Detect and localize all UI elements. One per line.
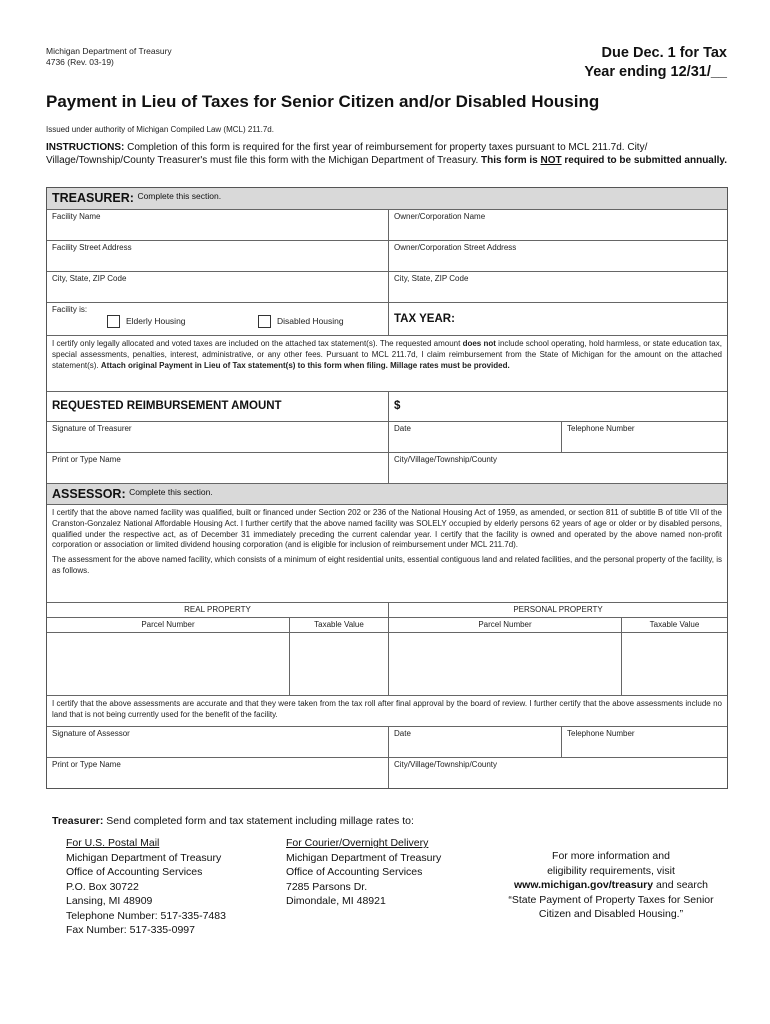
form-body <box>46 187 728 789</box>
form-title: Payment in Lieu of Taxes for Senior Citizen and/or Disabled Housing <box>46 92 600 111</box>
assessor-cert-1: I certify that the above named facility was qualified, built or financed under Section 202 or 236 of the National Housing Act of 1959, as amended, or section 811 of subtitle B of title VII of the Cranston-Gonzalez National Affordable Housing Act. I further certify that the above named facility was SOLELY occupied by elderly persons 62 years of age or older or by disabled persons, qualified under the respective act, as of December 31 immediately preceding the current calendar year. I certify that the facility is owned and operated by the above named non-profit corporation or association or limited dividend housing corporation (and is eligible for inclusion of reimbursement under MCL 211.7d). <box>52 508 722 550</box>
requested-reimbursement-label: REQUESTED REIMBURSEMENT AMOUNT <box>52 400 282 412</box>
assessor-assessment-certification: I certify that the above assessments are accurate and that they were taken from the tax roll after final approval by the board of review. I further certify that the above assessments include no land that is not being currently used for the benefit of the facility. <box>52 699 722 719</box>
requested-reimbursement <box>47 392 388 421</box>
mailing-instructions <box>52 815 732 827</box>
dollar-sign: $ <box>394 400 401 412</box>
postal-line: Office of Accounting Services <box>66 866 203 878</box>
assessor-cvtc-field[interactable] <box>388 758 727 788</box>
postal-telephone: Telephone Number: 517-335-7483 <box>66 909 226 922</box>
treasurer-heading: TREASURER: <box>52 191 134 205</box>
assessor-print-name-label: Print or Type Name <box>52 760 121 769</box>
instructions-bold-a: This form is <box>478 155 541 166</box>
issued-authority: Issued under authority of Michigan Compiled Law (MCL) 211.7d. <box>46 125 274 134</box>
real-taxable-value-field[interactable] <box>289 633 388 695</box>
real-property-header: REAL PROPERTY <box>184 605 251 614</box>
assessor-print-name-field[interactable] <box>47 758 388 788</box>
facility-city-field[interactable] <box>47 272 388 302</box>
courier-line: Michigan Department of Treasury <box>286 851 442 864</box>
assessor-date-label: Date <box>394 729 411 738</box>
courier-delivery-address <box>286 836 441 909</box>
real-parcel-number-field[interactable] <box>47 633 289 695</box>
owner-city-field[interactable] <box>388 272 727 302</box>
facility-type <box>47 303 388 335</box>
treasurer-mailing-text: Send completed form and tax statement including millage rates to: <box>103 815 414 827</box>
real-parcel-number-header: Parcel Number <box>141 620 195 629</box>
treasurer-signature-label: Signature of Treasurer <box>52 424 132 433</box>
postal-line: P.O. Box 30722 <box>66 880 139 893</box>
instructions-label: INSTRUCTIONS: <box>46 142 125 153</box>
reimbursement-amount-field[interactable] <box>388 392 727 421</box>
facility-is-label: Facility is: <box>52 305 88 314</box>
treasurer-certification <box>47 336 727 391</box>
owner-city-label: City, State, ZIP Code <box>394 274 469 283</box>
more-info-line: For more information and <box>552 850 670 862</box>
postal-line: Michigan Department of Treasury <box>66 851 222 864</box>
treasurer-cert-text2: include school operating, hold harmless, or state education tax, special assessments, penalties, interest, administrative, or any other fees. Pursuant to MCL 211.7d, I claim reimbursement from the State of Michigan for the amount on the attached statement(s). <box>52 339 722 370</box>
elderly-housing-checkbox[interactable] <box>107 315 120 328</box>
more-information <box>494 849 728 922</box>
facility-address-label: Facility Street Address <box>52 243 132 252</box>
treasurer-mailing-label: Treasurer: <box>52 815 104 827</box>
assessor-subheading: Complete this section. <box>129 487 213 497</box>
instructions-text: Completion of this form is required for the first year of reimbursement for property taxes pursuant to MCL 211.7d. City/ Village/Township/County Treasurer's must file this form with the Michigan Department of Treasury. <box>46 142 648 166</box>
courier-line: 7285 Parsons Dr. <box>286 880 368 893</box>
personal-property-header: PERSONAL PROPERTY <box>388 603 727 617</box>
elderly-housing-label: Elderly Housing <box>126 315 186 326</box>
treasurer-subheading: Complete this section. <box>137 191 222 201</box>
facility-name-field[interactable] <box>47 210 388 240</box>
assessor-telephone-label: Telephone Number <box>567 729 635 738</box>
courier-line: Office of Accounting Services <box>286 866 423 878</box>
treasury-website-link[interactable]: www.michigan.gov/treasury <box>514 879 654 891</box>
assessor-certification <box>47 505 727 602</box>
real-taxable-value-header: Taxable Value <box>289 618 388 632</box>
treasurer-section-header <box>47 188 727 209</box>
owner-address-field[interactable] <box>388 241 727 271</box>
more-info-line: Citizen and Disabled Housing.” <box>538 908 684 920</box>
due-line-2: Year ending 12/31/__ <box>584 64 727 80</box>
assessor-section-header <box>47 483 727 504</box>
postal-mail-heading: For U.S. Postal Mail <box>66 837 160 849</box>
due-line-1: Due Dec. 1 for Tax <box>601 45 727 61</box>
owner-name-label: Owner/Corporation Name <box>394 212 486 221</box>
more-info-line: eligibility requirements, visit <box>547 864 675 877</box>
assessor-signature-label: Signature of Assessor <box>52 729 130 738</box>
treasurer-print-name-label: Print or Type Name <box>52 455 121 464</box>
instructions <box>46 141 728 167</box>
personal-parcel-number-field[interactable] <box>388 633 621 695</box>
assessor-signature-field[interactable] <box>47 727 388 757</box>
treasurer-telephone-field[interactable] <box>561 422 727 452</box>
department-name: Michigan Department of Treasury <box>46 46 172 56</box>
instructions-bold-b: required to be submitted annually. <box>561 155 728 166</box>
courier-line: Dimondale, MI 48921 <box>286 895 386 907</box>
treasurer-signature-field[interactable] <box>47 422 388 452</box>
personal-parcel-number-header: Parcel Number <box>388 618 621 632</box>
postal-fax: Fax Number: 517-335-0997 <box>66 924 195 936</box>
assessor-cvtc-label: City/Village/Township/County <box>394 760 498 769</box>
due-date <box>584 44 727 82</box>
form-identifier <box>46 46 172 68</box>
disabled-housing-label: Disabled Housing <box>277 315 344 326</box>
treasurer-date-label: Date <box>394 424 411 433</box>
disabled-housing-checkbox[interactable] <box>258 315 271 328</box>
facility-name-label: Facility Name <box>52 212 101 221</box>
treasurer-date-field[interactable] <box>388 422 561 452</box>
tax-year-label: TAX YEAR: <box>394 313 455 325</box>
more-info-line: and search <box>653 879 708 891</box>
assessor-heading: ASSESSOR: <box>52 487 126 501</box>
owner-address-label: Owner/Corporation Street Address <box>394 243 517 252</box>
courier-heading: For Courier/Overnight Delivery <box>286 837 429 849</box>
owner-name-field[interactable] <box>388 210 727 240</box>
facility-city-label: City, State, ZIP Code <box>52 274 127 283</box>
tax-year-field[interactable] <box>388 303 727 335</box>
personal-taxable-value-header: Taxable Value <box>621 618 727 632</box>
assessor-telephone-field[interactable] <box>561 727 727 757</box>
facility-address-field[interactable] <box>47 241 388 271</box>
treasurer-telephone-label: Telephone Number <box>567 424 635 433</box>
assessor-date-field[interactable] <box>388 727 561 757</box>
postal-mail-address <box>66 836 226 938</box>
treasurer-print-name-field[interactable] <box>47 453 388 483</box>
postal-line: Lansing, MI 48909 <box>66 895 153 907</box>
more-info-line: “State Payment of Property Taxes for Senior <box>508 893 714 906</box>
treasurer-cert-does-not: does not <box>462 339 496 348</box>
treasurer-cvtc-label: City/Village/Township/County <box>394 455 498 464</box>
treasurer-cert-bold: Attach original Payment in Lieu of Tax statement(s) to this form when filing. Millage rates must be provided. <box>100 360 510 370</box>
treasurer-cert-text: I certify only legally allocated and voted taxes are included on the attached tax statement(s). The requested amount <box>52 339 463 348</box>
assessor-cert-2: The assessment for the above named facility, which consists of a minimum of eight residential units, essential contiguous land and related facilities, and the personal property of the facility, is as follows. <box>52 555 722 575</box>
form-number: 4736 (Rev. 03-19) <box>46 57 114 67</box>
personal-taxable-value-field[interactable] <box>621 633 727 695</box>
treasurer-cvtc-field[interactable] <box>388 453 727 483</box>
instructions-not: NOT <box>540 155 562 166</box>
